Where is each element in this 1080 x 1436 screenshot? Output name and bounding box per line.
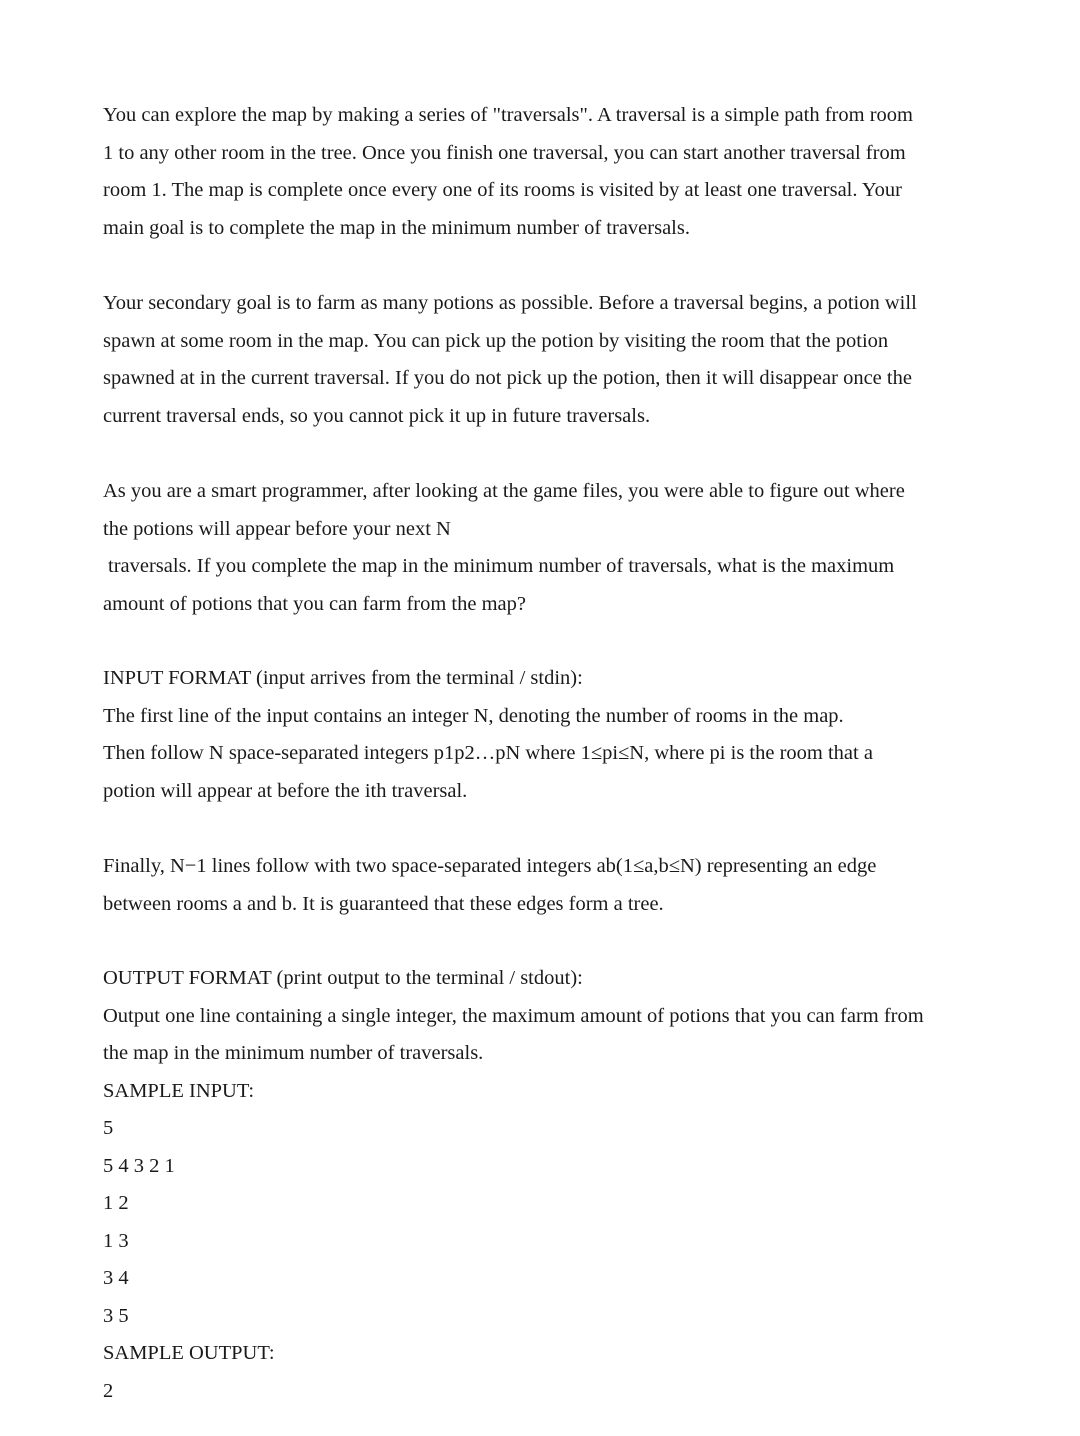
sample-output-line: 2 bbox=[103, 1379, 114, 1402]
sample-input-line: 1 2 bbox=[103, 1192, 129, 1214]
text-line: Then follow N space-separated integers p1p2…pN where 1≤pi≤N, where pi is the room that a bbox=[103, 742, 873, 764]
text-line: Finally, N−1 lines follow with two space-separated integers ab(1≤a,b≤N) representing an edge bbox=[103, 855, 877, 877]
text-line: 1 to any other room in the tree. Once you finish one traversal, you can start another traversal from bbox=[103, 141, 906, 164]
sample-output-heading: SAMPLE OUTPUT: bbox=[103, 1342, 275, 1364]
sample-input-line: 5 4 3 2 1 bbox=[103, 1154, 175, 1177]
sample-input-line: 3 5 bbox=[103, 1304, 129, 1327]
paragraph-secondary-goal bbox=[103, 285, 983, 435]
text-line: between rooms a and b. It is guaranteed that these edges form a tree. bbox=[103, 892, 664, 915]
text-line: The first line of the input contains an integer N, denoting the number of rooms in the map. bbox=[103, 704, 844, 727]
input-format-heading: INPUT FORMAT (input arrives from the terminal / stdin): bbox=[103, 667, 583, 689]
sample-input-line: 5 bbox=[103, 1117, 114, 1139]
text-line: potion will appear at before the ith traversal. bbox=[103, 779, 468, 802]
text-line: traversals. If you complete the map in the minimum number of traversals, what is the maximum bbox=[108, 555, 895, 577]
text-line: amount of potions that you can farm from the map? bbox=[103, 592, 526, 615]
section-input-format bbox=[103, 660, 983, 810]
text-line: the potions will appear before your next N bbox=[103, 517, 451, 540]
text-line: room 1. The map is complete once every one of its rooms is visited by at least one traversal. Your bbox=[103, 179, 902, 201]
text-line: spawn at some room in the map. You can pick up the potion by visiting the room that the potion bbox=[103, 329, 889, 352]
output-format-heading: OUTPUT FORMAT (print output to the terminal / stdout): bbox=[103, 967, 583, 989]
text-line: current traversal ends, so you cannot pick it up in future traversals. bbox=[103, 404, 651, 427]
sample-input-line: 3 4 bbox=[103, 1267, 129, 1289]
text-line: You can explore the map by making a series of "traversals". A traversal is a simple path from room bbox=[103, 104, 913, 126]
text-line: main goal is to complete the map in the minimum number of traversals. bbox=[103, 216, 690, 239]
text-line: Output one line containing a single integer, the maximum amount of potions that you can farm from bbox=[103, 1004, 924, 1027]
paragraph-question bbox=[103, 473, 983, 623]
paragraph-traversals-intro bbox=[103, 97, 983, 247]
sample-input-line: 1 3 bbox=[103, 1229, 129, 1252]
text-line: Your secondary goal is to farm as many potions as possible. Before a traversal begins, a potion will bbox=[103, 292, 917, 314]
sample-input-heading: SAMPLE INPUT: bbox=[103, 1079, 255, 1102]
text-line: the map in the minimum number of traversals. bbox=[103, 1042, 484, 1064]
text-line: spawned at in the current traversal. If you do not pick up the potion, then it will disappear once the bbox=[103, 367, 912, 389]
text-line: As you are a smart programmer, after looking at the game files, you were able to figure out where bbox=[103, 480, 905, 502]
section-output-format bbox=[103, 960, 983, 1410]
paragraph-edges bbox=[103, 848, 983, 923]
